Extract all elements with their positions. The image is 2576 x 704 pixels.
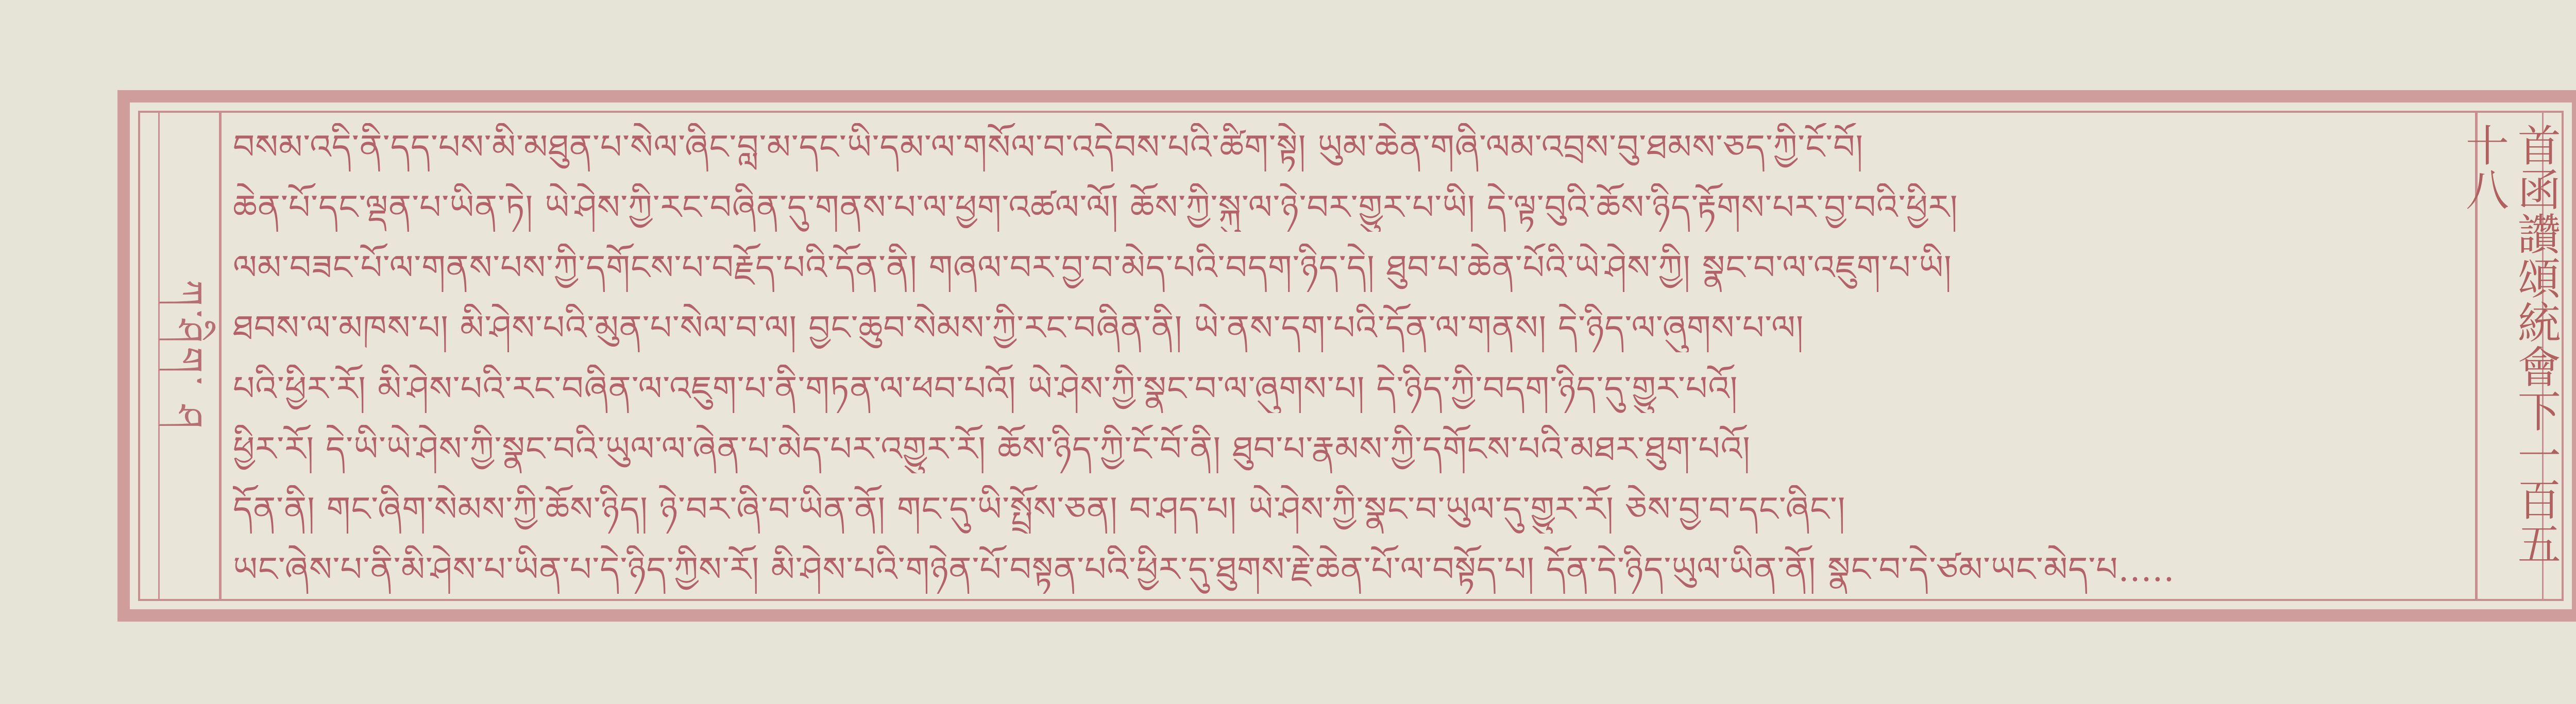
text-line: ཡང་ཞེས་པ་ནི་མི་ཤེས་པ་ཡིན་པ་དེ་ཉིད་ཀྱིས་རོ། མི་ཤེས་པའི་གཉེན་པོ་བསྟན་པའི་ཕྱིར་དུ་ཐུགས་རྗེ་ཆེན་པོ་ལ་བསྟོད་པ། དོན་དེ་ཉིད་ཡུལ་ཡིན་ནོ། སྣང་བ་དེ་ཙམ་ཡང་མེད་པ..... (233, 549, 2175, 589)
left-margin-column (158, 112, 222, 600)
text-block (233, 123, 2469, 594)
manuscript-folio (117, 90, 2576, 622)
marginal-title: 首函讚頌統會下一百五十八 (2459, 123, 2562, 566)
text-line: ཆེན་པོ་དང་ལྡན་པ་ཡིན་ཏེ། ཡེ་ཤེས་ཀྱི་རང་བཞིན་དུ་གནས་པ་ལ་ཕྱག་འཚལ་ལོ། ཆོས་ཀྱི་སྐུ་ལ་ཉེ་བར་གྱུར་པ་ཡི། དེ་ལྟ་བུའི་ཆོས་ཉིད་རྟོགས་པར་བྱ་བའི་ཕྱིར། (233, 187, 1958, 228)
left-margin-label: ཀ་ཤིག་ ཤ (167, 279, 211, 433)
text-line: དོན་ནི། གང་ཞིག་སེམས་ཀྱི་ཆོས་ཉིད། ཉེ་བར་ཞི་བ་ཡིན་ནོ། གང་དུ་ཡི་སྤྲོས་ཅན། བ་ཤད་པ། ཡེ་ཤེས་ཀྱི་སྣང་བ་ཡུལ་དུ་གྱུར་རོ། ཅེས་བྱ་བ་དང་ཞིང་། (233, 489, 1846, 529)
text-line: ཕྱིར་རོ། དེ་ཡི་ཡེ་ཤེས་ཀྱི་སྣང་བའི་ཡུལ་ལ་ཞེན་པ་མེད་པར་འགྱུར་རོ། ཆོས་ཉིད་ཀྱི་ངོ་བོ་ནི། ཐུབ་པ་རྣམས་ཀྱི་དགོངས་པའི་མཐར་ཐུག་པའོ། (233, 428, 1751, 469)
text-line: བསམ་འདི་ནི་དད་པས་མི་མཐུན་པ་སེལ་ཞིང་བླ་མ་དང་ཡི་དམ་ལ་གསོལ་བ་འདེབས་པའི་ཚིག་སྟེ། ཡུམ་ཆེན་གཞི་ལམ་འབྲས་བུ་ཐམས་ཅད་ཀྱི་ངོ་བོ། (233, 127, 1864, 167)
text-line: ཐབས་ལ་མཁས་པ། མི་ཤེས་པའི་མུན་པ་སེལ་བ་ལ། བྱང་ཆུབ་སེམས་ཀྱི་རང་བཞིན་ནི། ཡེ་ནས་དག་པའི་དོན་ལ་གནས། དེ་ཉིད་ལ་ཞུགས་པ་ལ། (233, 308, 1804, 348)
text-line: པའི་ཕྱིར་རོ། མི་ཤེས་པའི་རང་བཞིན་ལ་འཇུག་པ་ནི་གཏན་ལ་ཕབ་པའོ། ཡེ་ཤེས་ཀྱི་སྣང་བ་ལ་ཞུགས་པ། དེ་ཉིད་ཀྱི་བདག་ཉིད་དུ་གྱུར་པའོ། (233, 368, 1738, 408)
text-line: ལམ་བཟང་པོ་ལ་གནས་པས་ཀྱི་དགོངས་པ་བརྗོད་པའི་དོན་ནི། གཞལ་བར་བྱ་བ་མེད་པའི་བདག་ཉིད་དེ། ཐུབ་པ་ཆེན་པོའི་ཡེ་ཤེས་ཀྱི། སྣང་བ་ལ་འཇུག་པ་ཡི། (233, 248, 1952, 288)
right-margin-column (2459, 112, 2562, 600)
